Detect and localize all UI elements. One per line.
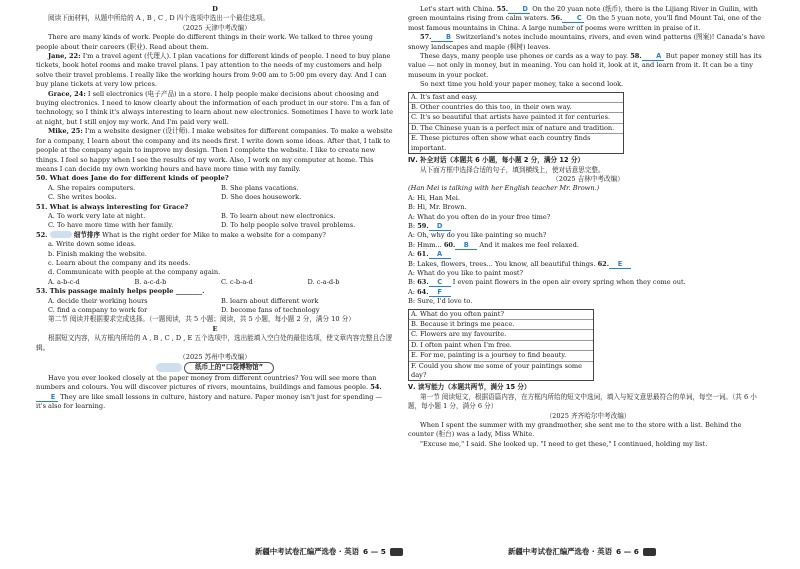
part-5-section-1: 第一节 阅读短文，根据语篇内容，在方框内所给的短文中选词，填入与短文意思最符合的单词，每空一词。（共 6 小题，每小题 1 分，满分 6 分） [408,392,757,411]
list-item: c. Learn about the company and its needs. [48,258,191,267]
jane-text: I'm a travel agent (代理人). I plan vacations for different kinds of people. I need to buy plane tickets, book hotel rooms and make travel plans. I pay attention to the needs of my customers and help solve their travel problems. I really like the working hours from 9:00 am to 5:00 pm every day. And I can buy plane tickets at very low prices. [36,52,391,89]
answer-58[interactable]: A [642,52,664,61]
d-paragraph-jane [36,52,394,90]
section-e-heading: E [212,324,218,333]
r-paragraph-3 [408,52,768,80]
part-4-instruction: 从下面方框中选择合适的句子，填到横线上，使对话意思完整。 [420,165,605,174]
left-column [36,5,394,411]
box-option: F. Could you show me some of your paintings some day? [411,361,583,380]
d-paragraph-1: There are many kinds of work. People do different things in their work. We talked to three young people about their careers (职业). Read about them. [36,33,373,51]
footer-title: 新疆中考试卷汇编严选卷 · 英语 [508,547,613,556]
q52-number: 52. [36,230,48,239]
option[interactable]: D. become fans of technology [221,306,320,314]
answer-57[interactable]: B [431,33,453,42]
q54-number: 54. [370,383,382,392]
q55-number: 55. [496,5,509,13]
answer-54[interactable]: E [36,393,58,402]
box-option: E. These pictures often show what each country finds important. [411,134,591,152]
part-4-source: （2025 吉林中考改编） [552,174,624,183]
answer-55[interactable]: D [508,5,530,14]
dialogue-line [408,250,768,259]
mike-name: Mike, 25: [48,127,83,136]
dialogue-intro: (Han Mei is talking with her English teacher Mr. Brown.) [408,184,600,193]
option[interactable]: D. To help people solve travel problems. [221,221,356,230]
option[interactable]: A. a-b-c-d [48,277,80,286]
dialogue-line [408,278,768,287]
answer-56[interactable]: C [562,14,584,23]
dialogue-line: A: Hi, Han Mei. [408,193,461,202]
answer-63[interactable]: C [429,278,451,287]
publisher-logo-icon [390,548,403,556]
part-2-heading: 第二节 阅读并根据要求完成选择。（一题阅读，共 5 小题；阅读，共 5 小题，每小题 2 分，满分 10 分） [48,315,355,324]
right-column [408,5,768,449]
option[interactable]: C. She writes books. [48,193,117,202]
answer-61[interactable]: A [429,250,451,259]
e-paragraph-1 [36,374,394,412]
option[interactable]: C. To have more time with her family. [48,221,174,230]
option[interactable]: B. She plans vacations. [221,183,299,192]
q57-number: 57. [420,33,432,42]
d-paragraph-grace [36,90,394,128]
box-option: C. Flowers are my favourite. [409,330,593,340]
footer-right [508,547,656,556]
skill-badge-icon [50,231,72,238]
answer-64[interactable]: F [429,288,451,297]
e-text-b: They are like small lessons in culture, history and nature. Paper money isn't just for spending — it's also for learning. [36,392,383,411]
e-source: （2025 苏州中考改编） [179,353,251,362]
list-item: a. Write down some ideas. [48,240,136,249]
option[interactable]: D. c-a-d-b [307,277,340,286]
part-5-source: （2025 齐齐哈尔中考改编） [545,411,631,420]
q53-options [36,297,394,316]
question-51: 51. What is always interesting for Grace? [36,202,189,211]
banner-title: 纸币上的“口袋博物馆” [184,362,274,373]
q52-items [36,240,394,278]
box-option: B. Other countries do this too, in their own way. [409,103,623,113]
options-box-e [408,92,624,154]
box-option: D. I often paint when I'm free. [409,341,593,351]
mike-text: I'm a website designer (设计师). I make websites for different companies. To make a website for a company, I learn about the company and its needs first. I write down some ideas. After that, I talk to people at the company again to improve my design. Then I complete the website. I like to create new things. I feel so happy when I see the results of my work. Also, I work on my computer at home. This means I can decide my own working hours and have more time with my family. [36,127,393,173]
e-instruction: 根据短文内容，从方框内所给的 A , B , C , D , E 五个选项中，选出能填入空白处的最佳选项，使文章内容完整且合逻辑。 [36,334,393,352]
r-text: But paper money still has its value — not only in money, but in meaning. You can hold it, look at it, and learn from it. It can be a tiny museum in your pocket. [408,52,762,79]
box-option: C. It's so beautiful that artists have painted it for centuries. [409,113,623,123]
r-text: These days, many people use phones or cards as a way to pay. [420,52,629,61]
option[interactable]: B. learn about different work [221,296,319,305]
option[interactable]: A. To work very late at night. [48,211,146,220]
r-paragraph-5: When I spent the summer with my grandmother, she sent me to the store with a list. Behind the counter (柜台) was a lady, Miss White. [408,421,742,439]
q64-number: 64. [417,287,429,296]
dialogue-line: B: Hi, Mr. Brown. [408,203,467,212]
part-4-heading: Ⅳ. 补全对话（本题共 6 小题，每小题 2 分，满分 12 分） [408,156,585,165]
r-text: Let's start with China. [420,5,495,13]
d-instruction: 阅读下面材料，从题中所给的 A , B , C , D 四个选项中选出一个最佳选项。 [48,14,270,23]
list-item: d. Communicate with people at the company again. [48,268,221,277]
speaker: B: [408,278,416,287]
option[interactable]: D. She does housework. [221,193,302,202]
dialogue-line [408,222,768,231]
speaker: B: Hmm... [408,240,442,249]
r-paragraph-6: "Excuse me," I said. She looked up. "I need to get these," I continued, holding my list. [420,439,708,448]
box-option: B. Because it brings me peace. [409,320,593,330]
question-53: 53. This passage mainly helps people ________. [36,287,205,296]
q56-number: 56. [550,14,563,23]
box-option: D. The Chinese yuan is a perfect mix of nature and tradition. [409,124,623,134]
footer-left [255,547,403,556]
e-text: Have you ever looked closely at the paper money from different countries? You will see more than numbers and colours. You will discover pictures of rivers, mountains, buildings and famous people. [36,373,377,392]
dialogue-line: A: What do you like to paint most? [408,268,524,277]
option[interactable]: A. decide their working hours [48,296,148,305]
option[interactable]: B. a-c-d-b [134,277,167,286]
question-50: 50. What does Jane do for different kinds of people? [36,174,229,183]
publisher-logo-icon [643,548,656,556]
d-paragraph-mike [36,127,394,174]
dialogue-line [408,260,768,269]
grace-name: Grace, 24: [48,89,86,98]
dialogue-line: B: Sure, I'd love to. [408,297,473,306]
r-text: On the 5 yuan note, you'll find Mount Tai, one of the most famous mountains in China. A large number of poems were written in praise of it. [408,14,762,32]
d-source: （2025 天津中考改编） [179,23,251,32]
part-5-heading: Ⅴ. 读写能力（本题共两节，满分 15 分） [408,383,531,392]
q58-number: 58. [630,52,642,61]
options-box-dialogue [408,309,594,382]
option[interactable]: B. To learn about new electronics. [221,211,336,220]
page-number: 6 — 5 [363,547,386,556]
r-text: On the 20 yuan note (纸币), there is the Lijiang River in Guilin, with green mountains rising from calm waters. [408,5,758,23]
option[interactable]: C. find a company to work for [48,306,148,314]
q50-options [36,184,394,203]
box-option: A. What do you often paint? [409,310,593,320]
speaker: A: [408,287,415,296]
q51-options [36,212,394,231]
option[interactable]: C. c-b-a-d [221,277,253,286]
q61-number: 61. [417,250,429,259]
speaker: B: [408,221,416,230]
dialogue-text: B: Lakes, flowers, trees... You know, all beautiful things. [408,259,596,268]
banner-badge-icon [156,363,182,372]
answer-59[interactable]: D [429,222,451,231]
r-paragraph-1 [408,5,768,33]
list-item: b. Finish making the website. [48,249,147,258]
speaker: A: [408,250,415,259]
dialogue-line: A: Oh, why do you like painting so much? [408,231,547,240]
page-number: 6 — 6 [616,547,639,556]
answer-60[interactable]: B [455,241,477,250]
r-text: Switzerland's notes include mountains, rivers, and even wind patterns (图案)! Canada's have snowy landscapes and maple (枫树) leaves. [408,33,765,51]
jane-name: Jane, 22: [48,52,81,61]
r-paragraph-4: So next time you hold your paper money, take a second look. [420,80,624,89]
q62-number: 62. [597,259,610,268]
q60-number: 60. [443,240,456,249]
section-d-heading: D [212,5,218,13]
grace-text: I sell electronics (电子产品) in a store. I help people make decisions about choosing and buying electronics. I need to know clearly about the information of each product in our store. I'm a fan of technology, so I think it's always interesting to learn about new electronics. Sometimes I have to work late at night, but I still enjoy my work. And I'm paid very well. [36,89,394,126]
footer-title: 新疆中考试卷汇编严选卷 · 英语 [255,547,360,556]
q59-number: 59. [417,221,429,230]
dialogue-text: And it makes me feel relaxed. [477,240,579,249]
option[interactable]: A. She repairs computers. [48,183,136,192]
r-paragraph-2 [408,33,768,52]
dialogue-line [408,288,768,297]
q52-text: What is the right order for Mike to make a website for a company? [100,230,326,239]
q52-options [36,278,394,287]
question-52 [36,231,394,240]
box-option: E. For me, painting is a journey to find beauty. [409,351,593,361]
dialogue-line [408,241,768,250]
answer-62[interactable]: E [609,260,631,269]
dialogue-text: I even paint flowers in the open air every spring when they come out. [450,278,686,287]
e-banner [36,362,394,373]
box-option: A. It's fast and easy. [409,93,623,103]
dialogue-line: A: What do you often do in your free time? [408,212,551,221]
q63-number: 63. [417,278,429,287]
q52-tag: 细节排序 [73,230,101,239]
